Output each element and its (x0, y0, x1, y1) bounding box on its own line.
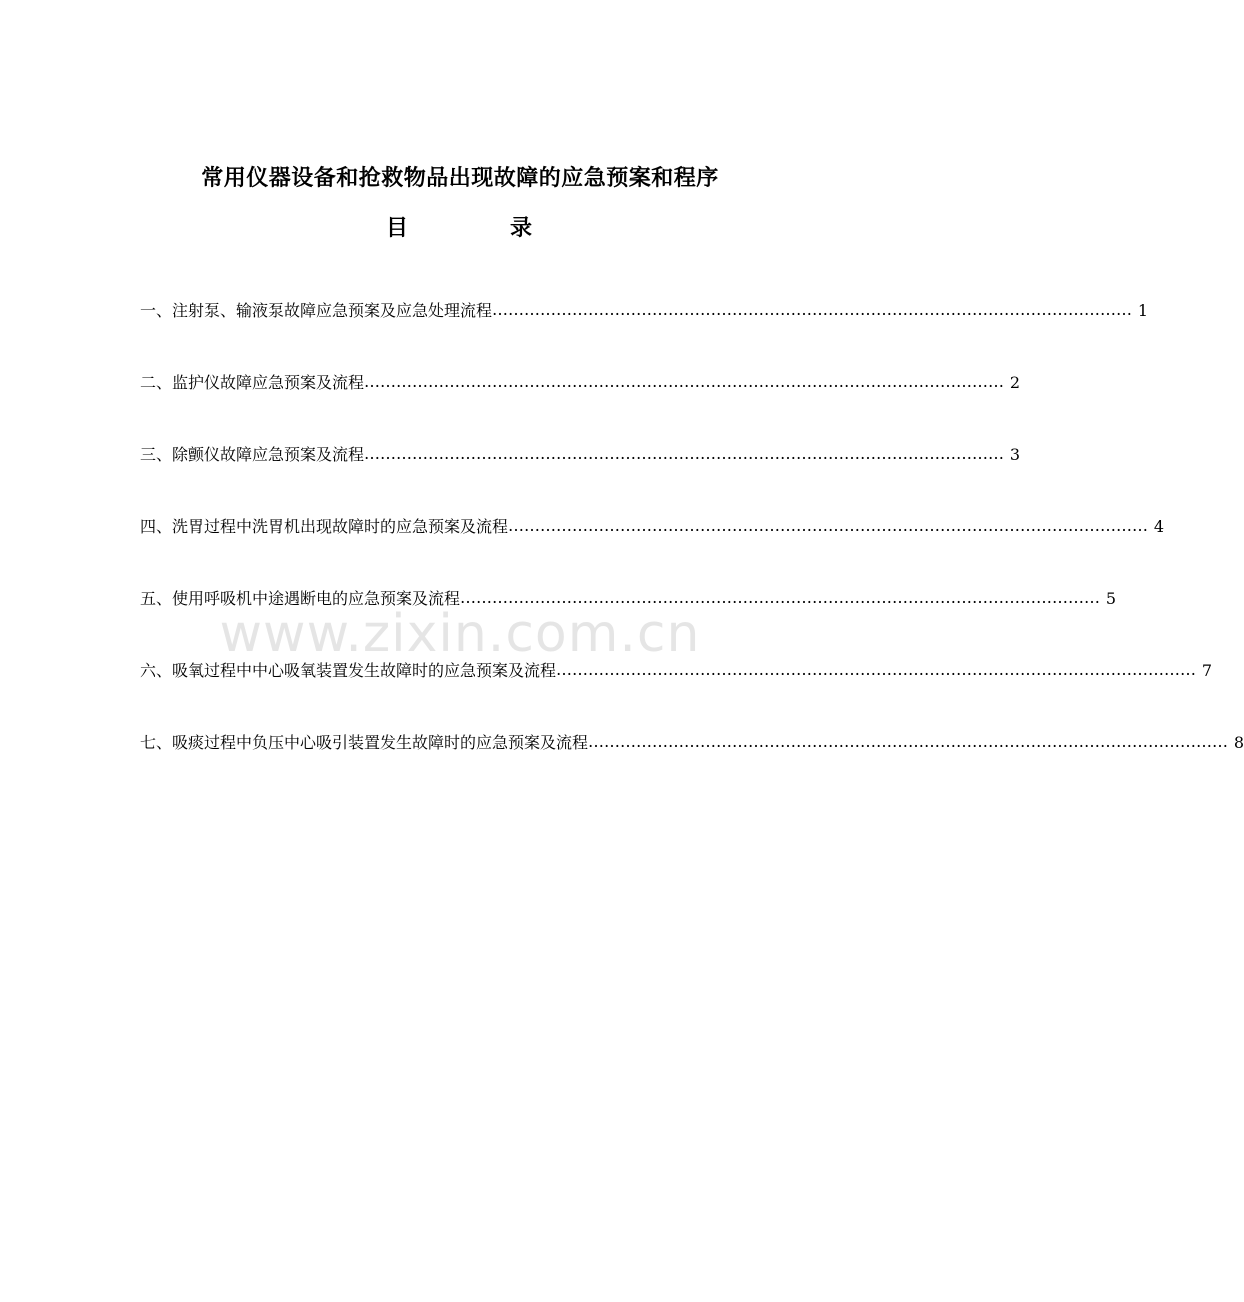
toc-entry[interactable] (140, 296, 1149, 326)
toc-entry[interactable] (140, 368, 1021, 398)
watermark: www.zixin.com.cn (219, 604, 701, 664)
toc-page-number: 4 (1153, 517, 1165, 536)
toc-entry-label: 五、使用呼吸机中途遇断电的应急预案及流程 (140, 589, 461, 608)
toc-leader-dots: ………………………………………………………………………………………………………… (364, 444, 1005, 463)
toc-entry-label: 六、吸氧过程中中心吸氧装置发生故障时的应急预案及流程 (140, 661, 557, 680)
toc-entry[interactable] (140, 584, 1117, 614)
toc-page-number: 7 (1201, 661, 1213, 680)
toc-page-number: 2 (1009, 373, 1021, 392)
toc-entry-label: 四、洗胃过程中洗胃机出现故障时的应急预案及流程 (140, 517, 509, 536)
toc-entry-label: 三、除颤仪故障应急预案及流程 (140, 445, 365, 464)
toc-leader-dots: ………………………………………………………………………………………………………… (508, 516, 1149, 535)
toc-page-number: 8 (1233, 733, 1244, 752)
toc-entry-label: 一、注射泵、输液泵故障应急预案及应急处理流程 (140, 301, 493, 320)
toc-entry[interactable] (140, 440, 1021, 470)
toc-leader-dots: ………………………………………………………………………………………………………… (556, 660, 1197, 679)
toc-heading-char-1: 目 (386, 215, 409, 241)
toc-page-number: 1 (1137, 301, 1149, 320)
toc-entry-label: 二、监护仪故障应急预案及流程 (140, 373, 365, 392)
toc-leader-dots: ………………………………………………………………………………………………………… (492, 300, 1133, 319)
toc-entry[interactable] (140, 728, 1244, 758)
toc-leader-dots: ………………………………………………………………………………………………………… (364, 372, 1005, 391)
toc-entry[interactable] (140, 512, 1165, 542)
toc-entry-label: 七、吸痰过程中负压中心吸引装置发生故障时的应急预案及流程 (140, 733, 589, 752)
toc-heading-char-2: 录 (510, 215, 533, 241)
toc-leader-dots: ………………………………………………………………………………………………………… (460, 588, 1101, 607)
toc-entry[interactable] (140, 656, 1213, 686)
toc-page-number: 3 (1009, 445, 1021, 464)
toc-heading (0, 210, 920, 246)
toc-leader-dots: ………………………………………………………………………………………………………… (588, 732, 1229, 751)
toc-list (140, 296, 1244, 800)
toc-page-number: 5 (1105, 589, 1117, 608)
document-title: 常用仪器设备和抢救物品出现故障的应急预案和程序 (201, 165, 719, 191)
